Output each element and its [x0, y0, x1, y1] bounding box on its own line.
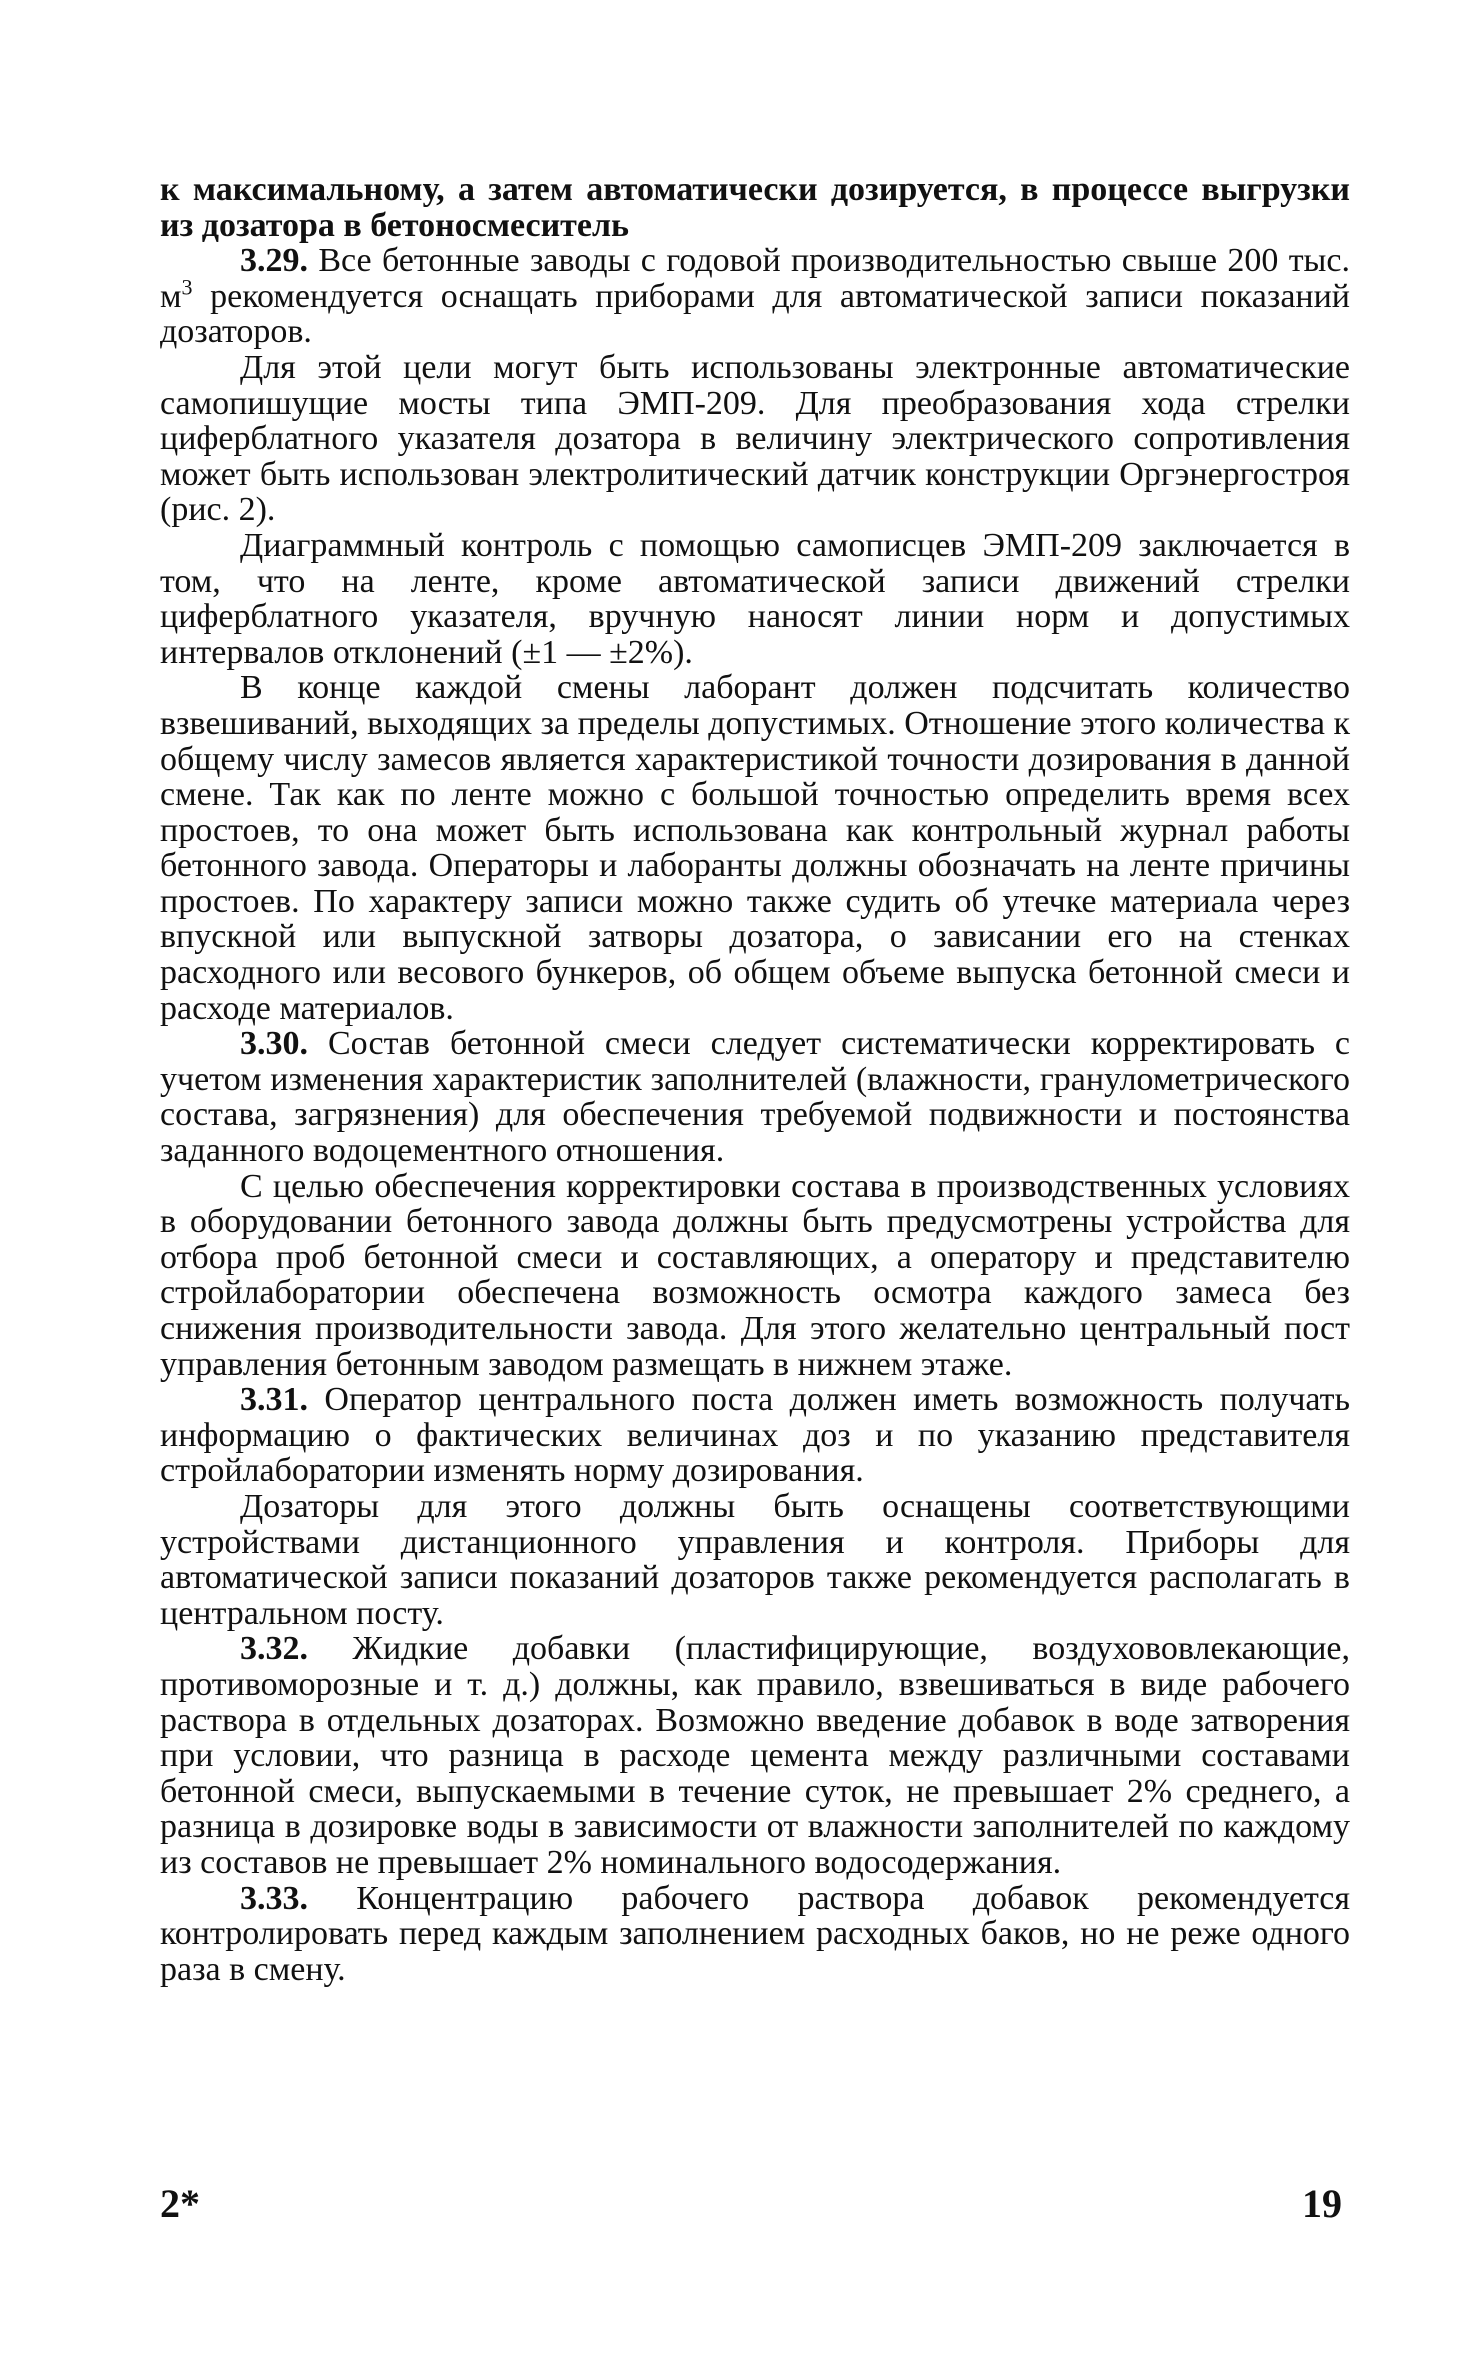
section-3-32: [160, 1631, 1350, 1880]
section-number: 3.32.: [240, 1630, 308, 1668]
page-number: 19: [1302, 2181, 1342, 2226]
section-text: Состав бетонной смеси следует систематически корректировать с учетом изменения характеристик заполнителей (влажности, гранулометрического состава, загрязнения) для обеспечения требуемой подвижности и постоянства заданного водоцементного отношения.: [160, 1025, 1350, 1170]
section-3-30: [160, 1026, 1350, 1168]
paragraph: Дозаторы для этого должны быть оснащены соответствующими устройствами дистанционного управления и контроля. Приборы для автоматической записи показаний дозаторов также рекомендуется располагать в центральном посту.: [160, 1487, 1350, 1632]
paragraph: С целью обеспечения корректировки состава в производственных условиях в оборудовании бетонного завода должны быть предусмотрены устройства для отбора проб бетонной смеси и составляющих, а оператору и представителю стройлаборатории обеспечена возможность осмотра каждого замеса без снижения производительности завода. Для этого желательно центральный пост управления бетонным заводом размещать в нижнем этаже.: [160, 1167, 1350, 1383]
section-text: Концентрацию рабочего раствора добавок рекомендуется контролировать перед каждым заполнением расходных баков, но не реже одного раза в смену.: [160, 1879, 1350, 1988]
section-number: 3.33.: [240, 1879, 308, 1917]
page-text: [160, 172, 1350, 1987]
section-text: Оператор центрального поста должен иметь возможность получать информацию о фактических величинах доз и по указанию представителя стройлаборатории изменять норму дозирования.: [160, 1381, 1350, 1490]
paragraph: Диаграммный контроль с помощью самописцев ЭМП-209 заключается в том, что на ленте, кроме автоматической записи движений стрелки циферблатного указателя, вручную наносят линии норм и допустимых интервалов отклонений (±1 — ±2%).: [160, 526, 1350, 671]
section-text: Жидкие добавки (пластифицирующие, воздухововлекающие, противоморозные и т. д.) должны, как правило, взвешиваться в виде рабочего раствора в отдельных дозаторах. Возможно введение добавок в воде затворения при условии, что разница в расходе цемента между различными составами бетонной смеси, выпускаемыми в течение суток, не превышает 2% среднего, а разница в дозировке воды в зависимости от влажности заполнителей по каждому из составов не превышает 2% номинального водосодержания.: [160, 1630, 1350, 1881]
section-3-29: [160, 243, 1350, 350]
section-3-31: [160, 1382, 1350, 1489]
superscript: 3: [181, 274, 193, 300]
section-text: рекомендуется оснащать приборами для автоматической записи показаний дозаторов.: [160, 277, 1350, 351]
paragraph: В конце каждой смены лаборант должен подсчитать количество взвешиваний, выходящих за пределы допустимых. Отношение этого количества к общему числу замесов является характеристикой точности дозирования в данной смене. Так как по ленте можно с большой точностью определить время всех простоев, то она может быть использована как контрольный журнал работы бетонного завода. Операторы и лаборанты должны обозначать на ленте причины простоев. По характеру записи можно также судить об утечке материала через впускной или выпускной затворы дозатора, о зависании его на стенках расходного или весового бункеров, об общем объеме выпуска бетонной смеси и расходе материалов.: [160, 669, 1350, 1027]
section-number: 3.29.: [240, 242, 308, 280]
paragraph: Для этой цели могут быть использованы электронные автоматические самопишущие мосты типа ЭМП-209. Для преобразования хода стрелки циферблатного указателя дозатора в величину электрического сопротивления может быть использован электролитический датчик конструкции Оргэнергостроя (рис. 2).: [160, 348, 1350, 529]
signature-mark: 2*: [160, 2181, 200, 2226]
section-number: 3.30.: [240, 1025, 308, 1063]
section-number: 3.31.: [240, 1381, 308, 1419]
intro-paragraph: к максимальному, а затем автоматически дозируется, в процессе выгрузки из дозатора в бетоносмеситель: [160, 171, 1350, 244]
page-footer: [160, 2180, 1350, 2230]
section-text: Все бетонные заводы с годовой производительностью свыше 200 тыс. м: [160, 242, 1350, 315]
section-3-33: [160, 1881, 1350, 1988]
